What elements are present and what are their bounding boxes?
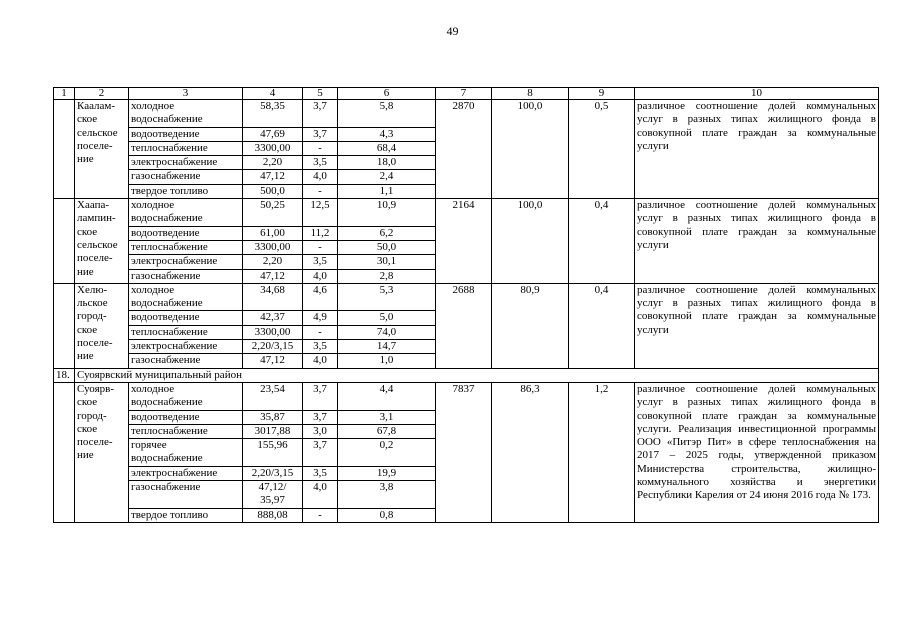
- col7-cell: 2164: [436, 199, 492, 284]
- col5-cell: 4,9: [303, 311, 338, 325]
- col6-cell: 14,7: [338, 340, 436, 354]
- col6-cell: 6,2: [338, 226, 436, 240]
- col6-cell: 4,3: [338, 127, 436, 141]
- service-row: [54, 100, 879, 128]
- tariff-cell: 3300,00: [243, 240, 303, 254]
- service-name-cell: электроснабжение: [129, 340, 243, 354]
- col6-cell: 5,3: [338, 283, 436, 311]
- service-name-cell: электроснабжение: [129, 156, 243, 170]
- tariff-cell: 47,12/ 35,97: [243, 481, 303, 509]
- service-name-cell: электроснабжение: [129, 466, 243, 480]
- col6-cell: 30,1: [338, 255, 436, 269]
- col5-cell: -: [303, 240, 338, 254]
- service-row: [54, 283, 879, 311]
- note-cell: различное соотношение долей коммунальных услуг в разных типах жилищного фонда в совокупной плате граждан за коммунальные услуги: [635, 283, 879, 368]
- col6-cell: 3,1: [338, 410, 436, 424]
- service-name-cell: водоотведение: [129, 127, 243, 141]
- col9-cell: 1,2: [569, 382, 635, 522]
- settlement-name-line: город-: [77, 409, 107, 422]
- col6-cell: 4,4: [338, 382, 436, 410]
- tariff-cell: 3300,00: [243, 141, 303, 155]
- settlement-name-line: ское: [77, 422, 98, 435]
- service-name-cell: газоснабжение: [129, 170, 243, 184]
- header-cell: 2: [75, 88, 129, 100]
- service-name-cell: теплоснабжение: [129, 424, 243, 438]
- header-cell: 6: [338, 88, 436, 100]
- settlement-name-line: ское: [77, 323, 98, 336]
- col5-cell: -: [303, 141, 338, 155]
- col5-cell: 3,7: [303, 100, 338, 128]
- header-cell: 5: [303, 88, 338, 100]
- col6-cell: 2,8: [338, 269, 436, 283]
- service-name-cell: холодное водоснабжение: [129, 199, 243, 227]
- tariff-cell: 155,96: [243, 439, 303, 467]
- settlement-name-cell: [75, 100, 129, 199]
- col5-cell: -: [303, 184, 338, 198]
- district-number-cell: 18.: [54, 368, 75, 382]
- col5-cell: 3,5: [303, 340, 338, 354]
- row-number-cell: [54, 100, 75, 199]
- settlement-name-line: поселе-: [77, 139, 113, 152]
- settlement-name-line: лампин-: [77, 212, 116, 225]
- col9-cell: 0,4: [569, 199, 635, 284]
- tariff-cell: 34,68: [243, 283, 303, 311]
- settlement-name-line: ское: [77, 113, 98, 126]
- settlement-name-line: Каалам-: [77, 100, 116, 112]
- header-cell: 10: [635, 88, 879, 100]
- service-name-cell: твердое топливо: [129, 508, 243, 522]
- header-cell: 9: [569, 88, 635, 100]
- tariff-cell: 3300,00: [243, 325, 303, 339]
- tariff-table: [53, 87, 879, 523]
- col7-cell: 7837: [436, 382, 492, 522]
- service-name-cell: холодное водоснабжение: [129, 283, 243, 311]
- col5-cell: 3,0: [303, 424, 338, 438]
- service-name-cell: газоснабжение: [129, 354, 243, 368]
- service-name-cell: газоснабжение: [129, 269, 243, 283]
- col9-cell: 0,4: [569, 283, 635, 368]
- service-row: [54, 199, 879, 227]
- header-cell: 7: [436, 88, 492, 100]
- col6-cell: 0,8: [338, 508, 436, 522]
- settlement-name-line: Суоярв-: [77, 382, 114, 395]
- col5-cell: 3,7: [303, 439, 338, 467]
- tariff-cell: 35,87: [243, 410, 303, 424]
- col5-cell: 11,2: [303, 226, 338, 240]
- col5-cell: 4,0: [303, 269, 338, 283]
- col5-cell: 3,5: [303, 255, 338, 269]
- note-cell: различное соотношение долей коммунальных услуг в разных типах жилищного фонда в совокупной плате граждан за коммунальные услуги: [635, 100, 879, 199]
- row-number-cell: [54, 382, 75, 522]
- settlement-name-line: Хаапа-: [77, 199, 109, 212]
- service-name-cell: холодное водоснабжение: [129, 100, 243, 128]
- service-name-cell: горячее водоснабжение: [129, 439, 243, 467]
- col8-cell: 100,0: [492, 199, 569, 284]
- tariff-cell: 2,20/3,15: [243, 340, 303, 354]
- settlement-name-line: ние: [77, 265, 94, 278]
- settlement-name-line: поселе-: [77, 337, 113, 350]
- col6-cell: 3,8: [338, 481, 436, 509]
- col5-cell: 3,7: [303, 127, 338, 141]
- tariff-cell: 58,35: [243, 100, 303, 128]
- service-name-cell: теплоснабжение: [129, 141, 243, 155]
- page-number: 49: [446, 24, 459, 38]
- district-row: [54, 368, 879, 382]
- col5-cell: 12,5: [303, 199, 338, 227]
- tariff-cell: 2,20: [243, 255, 303, 269]
- col6-cell: 74,0: [338, 325, 436, 339]
- col8-cell: 86,3: [492, 382, 569, 522]
- col6-cell: 50,0: [338, 240, 436, 254]
- col5-cell: 4,0: [303, 481, 338, 509]
- tariff-cell: 2,20: [243, 156, 303, 170]
- row-number-cell: [54, 199, 75, 284]
- settlement-name-cell: [75, 382, 129, 522]
- tariff-cell: 500,0: [243, 184, 303, 198]
- settlement-name-line: ское: [77, 396, 98, 409]
- service-name-cell: теплоснабжение: [129, 240, 243, 254]
- col5-cell: 3,7: [303, 382, 338, 410]
- service-name-cell: водоотведение: [129, 410, 243, 424]
- tariff-cell: 47,12: [243, 269, 303, 283]
- row-number-cell: [54, 283, 75, 368]
- settlement-name-line: ние: [77, 350, 94, 363]
- service-name-cell: электроснабжение: [129, 255, 243, 269]
- col6-cell: 68,4: [338, 141, 436, 155]
- tariff-cell: 23,54: [243, 382, 303, 410]
- col6-cell: 19,9: [338, 466, 436, 480]
- col5-cell: 3,5: [303, 156, 338, 170]
- service-name-cell: водоотведение: [129, 226, 243, 240]
- header-row: [54, 88, 879, 100]
- header-cell: 4: [243, 88, 303, 100]
- tariff-cell: 888,08: [243, 508, 303, 522]
- col5-cell: -: [303, 508, 338, 522]
- header-cell: 3: [129, 88, 243, 100]
- tariff-cell: 47,69: [243, 127, 303, 141]
- settlement-name-line: поселе-: [77, 252, 113, 265]
- col5-cell: -: [303, 325, 338, 339]
- settlement-name-line: ние: [77, 153, 94, 166]
- district-name-cell: Суоярвский муниципальный район: [75, 368, 879, 382]
- tariff-cell: 42,37: [243, 311, 303, 325]
- col6-cell: 67,8: [338, 424, 436, 438]
- service-name-cell: водоотведение: [129, 311, 243, 325]
- service-row: [54, 382, 879, 410]
- col6-cell: 0,2: [338, 439, 436, 467]
- col6-cell: 5,8: [338, 100, 436, 128]
- col5-cell: 3,7: [303, 410, 338, 424]
- settlement-name-line: сельское: [77, 238, 118, 251]
- col6-cell: 1,1: [338, 184, 436, 198]
- tariff-cell: 61,00: [243, 226, 303, 240]
- settlement-name-line: Хелю-: [77, 283, 108, 296]
- settlement-name-line: сельское: [77, 126, 118, 139]
- settlement-name-line: ское: [77, 225, 98, 238]
- col7-cell: 2870: [436, 100, 492, 199]
- col6-cell: 2,4: [338, 170, 436, 184]
- settlement-name-line: ние: [77, 449, 94, 462]
- col6-cell: 18,0: [338, 156, 436, 170]
- col5-cell: 4,6: [303, 283, 338, 311]
- col5-cell: 4,0: [303, 170, 338, 184]
- settlement-name-cell: [75, 199, 129, 284]
- note-cell: различное соотношение долей коммунальных услуг в разных типах жилищного фонда в совокупной плате граждан за коммунальные услуги: [635, 199, 879, 284]
- col5-cell: 3,5: [303, 466, 338, 480]
- col5-cell: 4,0: [303, 354, 338, 368]
- table-body: [54, 88, 879, 523]
- tariff-cell: 47,12: [243, 354, 303, 368]
- tariff-cell: 50,25: [243, 199, 303, 227]
- settlement-name-line: город-: [77, 310, 107, 323]
- service-name-cell: теплоснабжение: [129, 325, 243, 339]
- tariff-cell: 2,20/3,15: [243, 466, 303, 480]
- col6-cell: 10,9: [338, 199, 436, 227]
- service-name-cell: газоснабжение: [129, 481, 243, 509]
- col6-cell: 1,0: [338, 354, 436, 368]
- settlement-name-line: льское: [77, 297, 108, 310]
- settlement-name-cell: [75, 283, 129, 368]
- note-cell: различное соотношение долей коммунальных услуг в разных типах жилищного фонда в совокупной плате граждан за коммунальные услуги. Реализация инвестиционной программы ООО «Питэр Пит» в сфере теплоснабжения на 2017 – 2025 годы, утвержденной приказом Министерства строительства, жилищно-коммунального хозяйства и энергетики Республики Карелия от 24 июня 2016 года № 173.: [635, 382, 879, 522]
- col8-cell: 80,9: [492, 283, 569, 368]
- col7-cell: 2688: [436, 283, 492, 368]
- header-cell: 1: [54, 88, 75, 100]
- tariff-cell: 3017,88: [243, 424, 303, 438]
- col6-cell: 5,0: [338, 311, 436, 325]
- col9-cell: 0,5: [569, 100, 635, 199]
- tariff-cell: 47,12: [243, 170, 303, 184]
- settlement-name-line: поселе-: [77, 436, 113, 449]
- header-cell: 8: [492, 88, 569, 100]
- col8-cell: 100,0: [492, 100, 569, 199]
- service-name-cell: твердое топливо: [129, 184, 243, 198]
- service-name-cell: холодное водоснабжение: [129, 382, 243, 410]
